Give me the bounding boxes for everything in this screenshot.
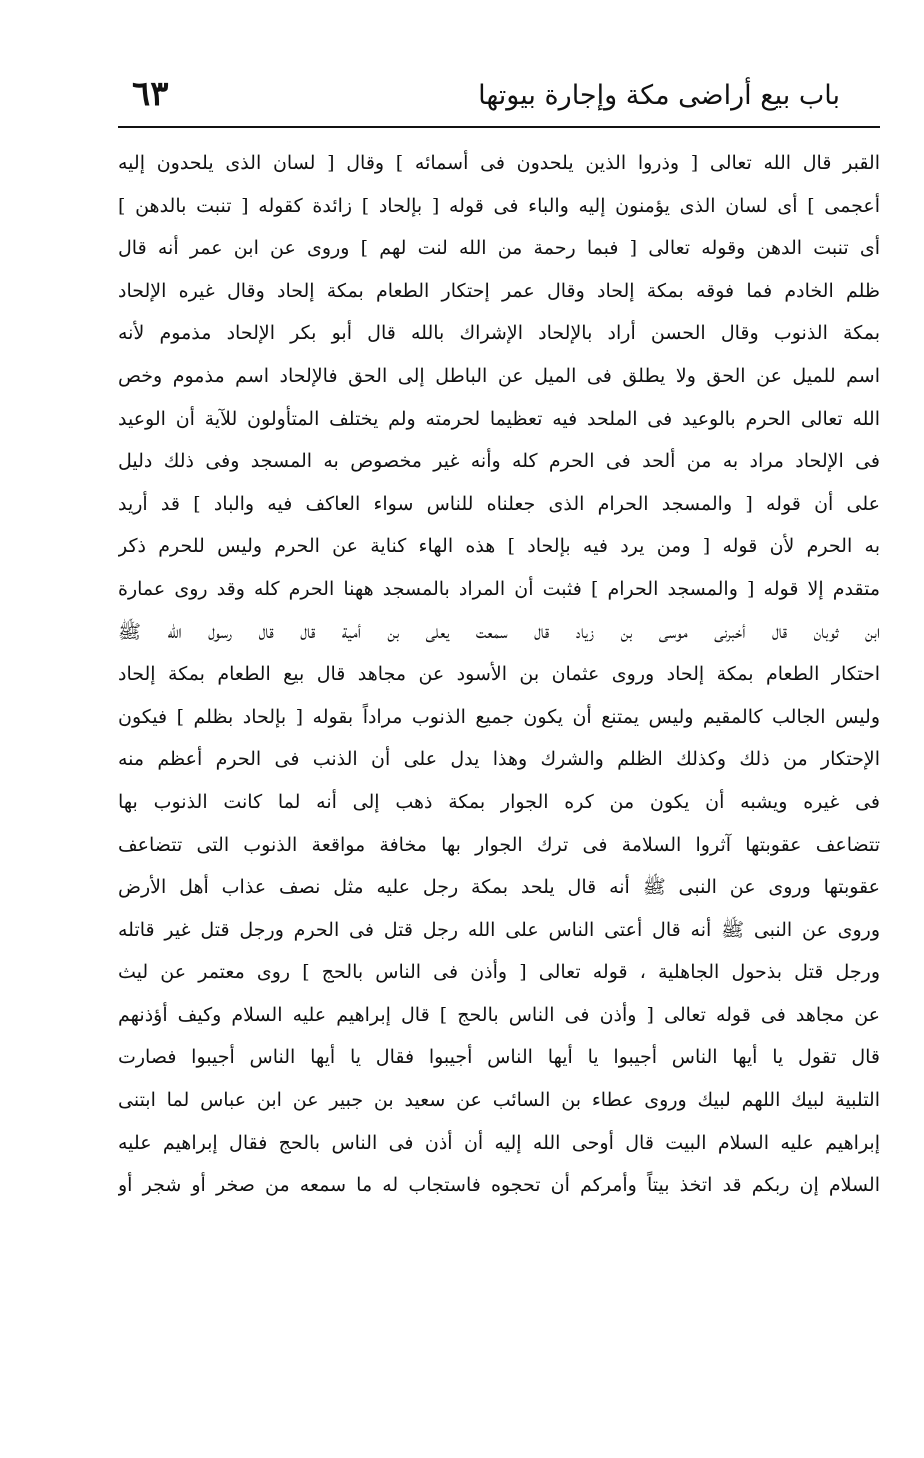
text-line: به الحرم لأن قوله [ ومن يرد فيه بإلحاد ] هذه الهاء كناية عن الحرم وليس للحرم ذكر <box>118 535 880 558</box>
text-line: إبراهيم عليه السلام البيت قال أوحى الله إليه أن أذن فى الناس بالحج فقال إبراهيم عليه <box>118 1131 880 1154</box>
text-line: فى غيره ويشبه أن يكون من كره الجوار بمكة ذهب إلى أنه لما كانت الذنوب بها <box>118 790 880 813</box>
text-line: على أن قوله [ والمسجد الحرام الذى جعلناه للناس سواء العاكف فيه والباد ] قد أريد <box>118 492 880 515</box>
running-title: باب بيع أراضى مكة وإجارة بيوتها <box>478 80 840 111</box>
text-line: احتكار الطعام بمكة إلحاد وروى عثمان بن الأسود عن مجاهد قال بيع الطعام بمكة إلحاد <box>118 663 880 686</box>
text-line: الله تعالى الحرم بالوعيد فى الملحد فيه تعظيما لحرمته ولم يختلف المتأولون للآية أن الوعيد <box>118 407 880 430</box>
text-line: التلبية لبيك اللهم لبيك وروى عطاء بن السائب عن سعيد بن جبير عن ابن عباس لما ابتنى <box>118 1089 880 1112</box>
text-line: وروى عن النبى ﷺ أنه قال أعتى الناس على الله رجل قتل فى الحرم ورجل قتل غير قاتله <box>118 918 880 941</box>
text-line: بمكة الذنوب وقال الحسن أراد بالإلحاد الإشراك بالله قال أبو بكر الإلحاد مذموم لأنه <box>118 322 880 345</box>
body-text <box>118 142 880 1207</box>
text-line: متقدم إلا قوله [ والمسجد الحرام ] فثبت أن المراد بالمسجد ههنا الحرم كله وقد روى عمارة <box>118 577 880 600</box>
text-line: أى تنبت الدهن وقوله تعالى [ فبما رحمة من الله لنت لهم ] وروى عن ابن عمر أنه قال <box>118 237 880 260</box>
text-line: ابن ثوبان قال أخبرنى موسى بن زياد قال سمعت يعلى بن أمية قال قال رسول الله ﷺ <box>118 620 880 643</box>
text-line: فى الإلحاد مراد به من ألحد فى الحرم كله وأنه غير مخصوص به المسجد وفى ذلك دليل <box>118 450 880 473</box>
text-line: قال تقول يا أيها الناس أجيبوا يا أيها الناس أجيبوا فقال يا أيها الناس أجيبوا فصارت <box>118 1046 880 1069</box>
text-line: عن مجاهد فى قوله تعالى [ وأذن فى الناس بالحج ] قال إبراهيم عليه السلام وكيف أؤذنهم <box>118 1003 880 1026</box>
text-line: اسم للميل عن الحق ولا يطلق فى الميل عن الباطل إلى الحق فالإلحاد اسم مذموم وخص <box>118 364 880 387</box>
text-line: السلام إن ربكم قد اتخذ بيتاً وأمركم أن تحجوه فاستجاب له ما سمعه من صخر أو شجر أو <box>118 1174 880 1197</box>
text-line: أعجمى ] أى لسان الذى يؤمنون إليه والباء فى قوله [ بإلحاد ] زائدة كقوله [ تنبت بالدهن ] <box>118 194 880 217</box>
text-line: تتضاعف عقوبتها آثروا السلامة فى ترك الجوار بها مخافة مواقعة الذنوب التى تتضاعف <box>118 833 880 856</box>
header-rule <box>118 126 880 128</box>
text-line: الإحتكار من ذلك وكذلك الظلم والشرك وهذا يدل على أن الذنب فى الحرم أعظم منه <box>118 748 880 771</box>
page-header <box>118 68 880 126</box>
text-line: عقوبتها وروى عن النبى ﷺ أنه قال يلحد بمكة رجل عليه مثل نصف عذاب أهل الأرض <box>118 876 880 899</box>
text-line: ورجل قتل بذحول الجاهلية ، قوله تعالى [ وأذن فى الناس بالحج ] روى معتمر عن ليث <box>118 961 880 984</box>
page-number: ٦٣ <box>132 74 169 114</box>
text-line: القبر قال الله تعالى [ وذروا الذين يلحدون فى أسمائه ] وقال [ لسان الذى يلحدون إليه <box>118 152 880 174</box>
text-line: ظلم الخادم فما فوقه بمكة إلحاد وقال عمر إحتكار الطعام بمكة إلحاد وقال غيره الإلحاد <box>118 279 880 302</box>
text-line: وليس الجالب كالمقيم وليس يمتنع أن يكون جميع الذنوب مراداً بقوله [ بإلحاد بظلم ] فيكون <box>118 705 880 728</box>
